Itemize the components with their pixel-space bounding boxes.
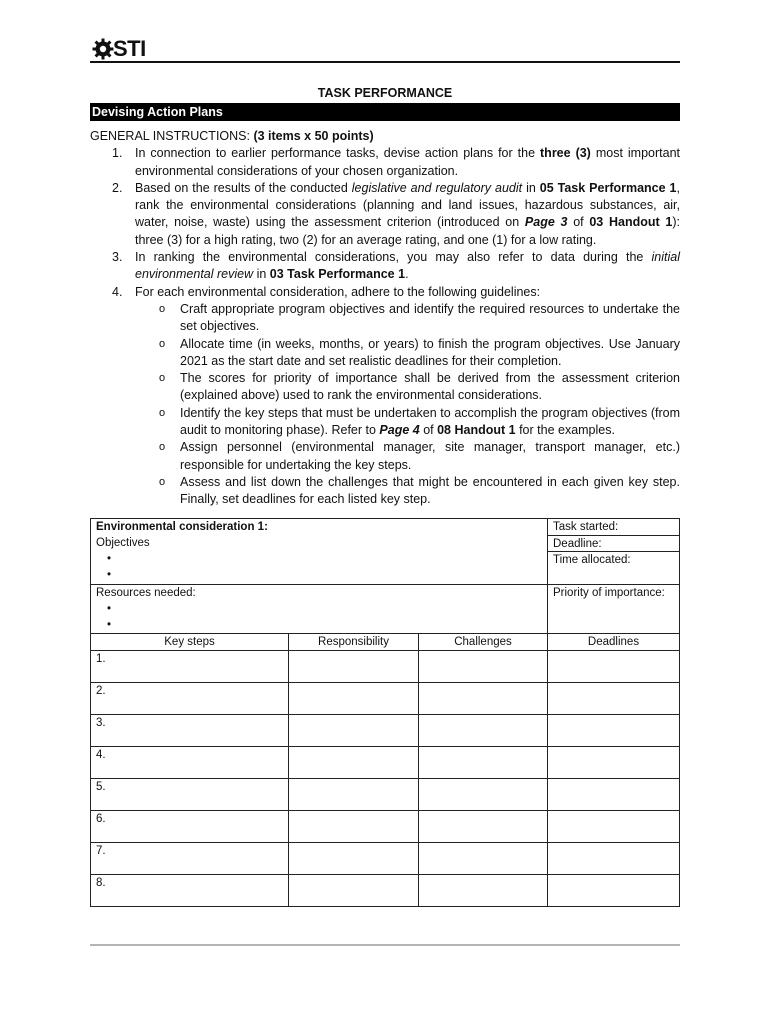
column-header-responsibility: Responsibility xyxy=(289,634,419,651)
page-title: TASK PERFORMANCE xyxy=(317,86,453,100)
bullet-icon: o xyxy=(159,441,166,454)
instruction-list xyxy=(90,145,680,508)
guideline-item xyxy=(135,439,680,474)
table-row xyxy=(91,779,680,811)
bullet-icon: • xyxy=(107,569,112,581)
key-step-cell[interactable] xyxy=(91,747,289,779)
instructions-points: (3 items x 50 points) xyxy=(253,129,374,143)
challenges-cell[interactable] xyxy=(419,811,548,843)
gear-icon xyxy=(92,38,114,60)
bullet-icon: o xyxy=(159,372,166,385)
priority-cell[interactable] xyxy=(548,585,680,634)
text: Based on the results of the conducted xyxy=(135,180,352,195)
key-step-cell[interactable] xyxy=(91,875,289,907)
step-number: 1. xyxy=(96,653,106,665)
step-number: 7. xyxy=(96,845,106,857)
bullet-icon: o xyxy=(159,475,166,488)
text: of xyxy=(567,215,590,230)
deadline-label: Deadline: xyxy=(553,538,602,550)
step-number: 3. xyxy=(96,717,106,729)
guideline-item xyxy=(135,301,680,336)
table-row xyxy=(91,843,680,875)
deadline-cell[interactable] xyxy=(548,683,680,715)
task-started-label: Task started: xyxy=(553,521,619,533)
responsibility-cell[interactable] xyxy=(289,875,419,907)
challenges-cell[interactable] xyxy=(419,651,548,683)
column-header-key-steps: Key steps xyxy=(91,634,289,651)
section-title: Devising Action Plans xyxy=(90,103,680,121)
key-step-cell[interactable] xyxy=(91,683,289,715)
challenges-cell[interactable] xyxy=(419,875,548,907)
key-step-cell[interactable] xyxy=(91,715,289,747)
text: Craft appropriate program objectives and identify the required resources to undertake the set objectives. xyxy=(180,301,680,334)
text-bold: 03 Task Performance 1 xyxy=(269,267,406,282)
text: For each environmental consideration, adhere to the following guidelines: xyxy=(135,284,541,299)
key-step-cell[interactable] xyxy=(91,779,289,811)
bullet-icon: o xyxy=(159,302,166,315)
text-italic: legislative and regulatory audit xyxy=(351,180,523,195)
objectives-label: Objectives xyxy=(96,537,150,549)
deadline-cell[interactable] xyxy=(548,651,680,683)
deadline-cell[interactable] xyxy=(548,811,680,843)
instruction-item xyxy=(90,145,680,180)
instructions-label: GENERAL INSTRUCTIONS: xyxy=(90,129,254,143)
key-step-cell[interactable] xyxy=(91,843,289,875)
responsibility-cell[interactable] xyxy=(289,715,419,747)
priority-label: Priority of importance: xyxy=(553,587,665,599)
table-row xyxy=(91,811,680,843)
column-header-deadlines: Deadlines xyxy=(548,634,680,651)
consideration-title: Environmental consideration 1: xyxy=(96,521,268,533)
responsibility-cell[interactable] xyxy=(289,651,419,683)
step-number: 6. xyxy=(96,813,106,825)
text-bold: 05 Task Performance 1 xyxy=(539,180,677,195)
logo-text: STI xyxy=(113,36,146,61)
text: ): three (3) for a high rating, two (2) for an average rating, and one (1) for a low rating. xyxy=(135,215,680,247)
text-bold: 08 Handout 1 xyxy=(437,423,516,438)
footer-rule xyxy=(90,944,680,946)
bullet-icon: • xyxy=(107,619,112,631)
item-number: 3. xyxy=(112,250,123,265)
text-bold-italic: Page 4 xyxy=(379,423,420,438)
text: . xyxy=(405,267,409,282)
text: of xyxy=(419,423,438,438)
deadline-cell[interactable] xyxy=(548,715,680,747)
challenges-cell[interactable] xyxy=(419,747,548,779)
deadline-cell[interactable] xyxy=(548,843,680,875)
challenges-cell[interactable] xyxy=(419,843,548,875)
text-italic: initial environmental review xyxy=(135,250,680,282)
guideline-item xyxy=(135,405,680,440)
column-header-challenges: Challenges xyxy=(419,634,548,651)
time-allocated-field[interactable] xyxy=(548,552,679,568)
key-step-cell[interactable] xyxy=(91,651,289,683)
text-bold: 03 Handout 1 xyxy=(589,215,673,230)
challenges-cell[interactable] xyxy=(419,779,548,811)
text: in xyxy=(253,267,270,282)
item-number: 4. xyxy=(112,284,123,299)
table-row xyxy=(91,715,680,747)
table-row xyxy=(91,651,680,683)
deadline-cell[interactable] xyxy=(548,747,680,779)
text: in xyxy=(522,180,540,195)
bullet-icon: • xyxy=(107,603,112,615)
responsibility-cell[interactable] xyxy=(289,683,419,715)
deadline-time-cell xyxy=(548,536,680,585)
general-instructions-line xyxy=(90,128,680,145)
guideline-list xyxy=(135,301,680,509)
text-bold: three (3) xyxy=(540,146,591,161)
deadline-cell[interactable] xyxy=(548,875,680,907)
item-number: 2. xyxy=(112,180,123,195)
step-number: 8. xyxy=(96,877,106,889)
text: Allocate time (in weeks, months, or years) to finish the program objectives. Use January 2021 as the start date and set realistic deadlines for their completion. xyxy=(180,336,680,368)
responsibility-cell[interactable] xyxy=(289,779,419,811)
bullet-icon: o xyxy=(159,406,166,419)
resources-cell[interactable] xyxy=(91,585,548,634)
table-row xyxy=(91,683,680,715)
time-allocated-label: Time allocated: xyxy=(553,554,631,566)
text: Assign personnel (environmental manager, site manager, transport manager, etc.) responsible for undertaking the key steps. xyxy=(180,440,680,472)
challenges-cell[interactable] xyxy=(419,683,548,715)
instruction-item xyxy=(90,249,680,284)
sti-logo xyxy=(92,36,146,62)
step-number: 2. xyxy=(96,685,106,697)
instruction-item xyxy=(90,284,680,509)
deadline-cell[interactable] xyxy=(548,779,680,811)
text: In connection to earlier performance tasks, devise action plans for the xyxy=(135,146,541,161)
text: for the examples. xyxy=(515,423,615,438)
bullet-icon: o xyxy=(159,337,166,350)
bullet-icon: • xyxy=(107,553,112,565)
guideline-item xyxy=(135,370,680,405)
key-step-cell[interactable] xyxy=(91,811,289,843)
table-row xyxy=(91,747,680,779)
resources-label: Resources needed: xyxy=(96,587,196,599)
action-plan-table xyxy=(90,518,680,907)
responsibility-cell[interactable] xyxy=(289,747,419,779)
guideline-item xyxy=(135,336,680,371)
text: Assess and list down the challenges that might be encountered in each given key step. Finally, set deadlines for each listed key step. xyxy=(180,474,680,507)
deadline-field[interactable] xyxy=(548,536,679,552)
table-row xyxy=(91,875,680,907)
text-bold-italic: Page 3 xyxy=(524,215,568,230)
step-number: 5. xyxy=(96,781,106,793)
objectives-cell[interactable] xyxy=(91,519,548,585)
instruction-item xyxy=(90,180,680,249)
instructions xyxy=(90,128,680,509)
header-rule xyxy=(90,61,680,63)
item-number: 1. xyxy=(112,146,123,161)
text: most important environmental considerations of your chosen organization. xyxy=(135,146,681,178)
challenges-cell[interactable] xyxy=(419,715,548,747)
responsibility-cell[interactable] xyxy=(289,811,419,843)
step-number: 4. xyxy=(96,749,106,761)
guideline-item xyxy=(135,474,680,509)
responsibility-cell[interactable] xyxy=(289,843,419,875)
text: , rank the environmental considerations (planning and land issues, hazardous substances, air, water, noise, waste) using the assessment criterion (introduced on xyxy=(135,180,680,230)
text: The scores for priority of importance shall be derived from the assessment criterion (explained above) used to rank the environmental considerations. xyxy=(180,371,680,403)
task-started-cell[interactable] xyxy=(548,519,680,536)
text: In ranking the environmental considerations, you may also refer to data during the xyxy=(135,250,652,265)
text: Identify the key steps that must be undertaken to accomplish the program objectives (from audit to monitoring phase). Refer to xyxy=(180,405,680,438)
